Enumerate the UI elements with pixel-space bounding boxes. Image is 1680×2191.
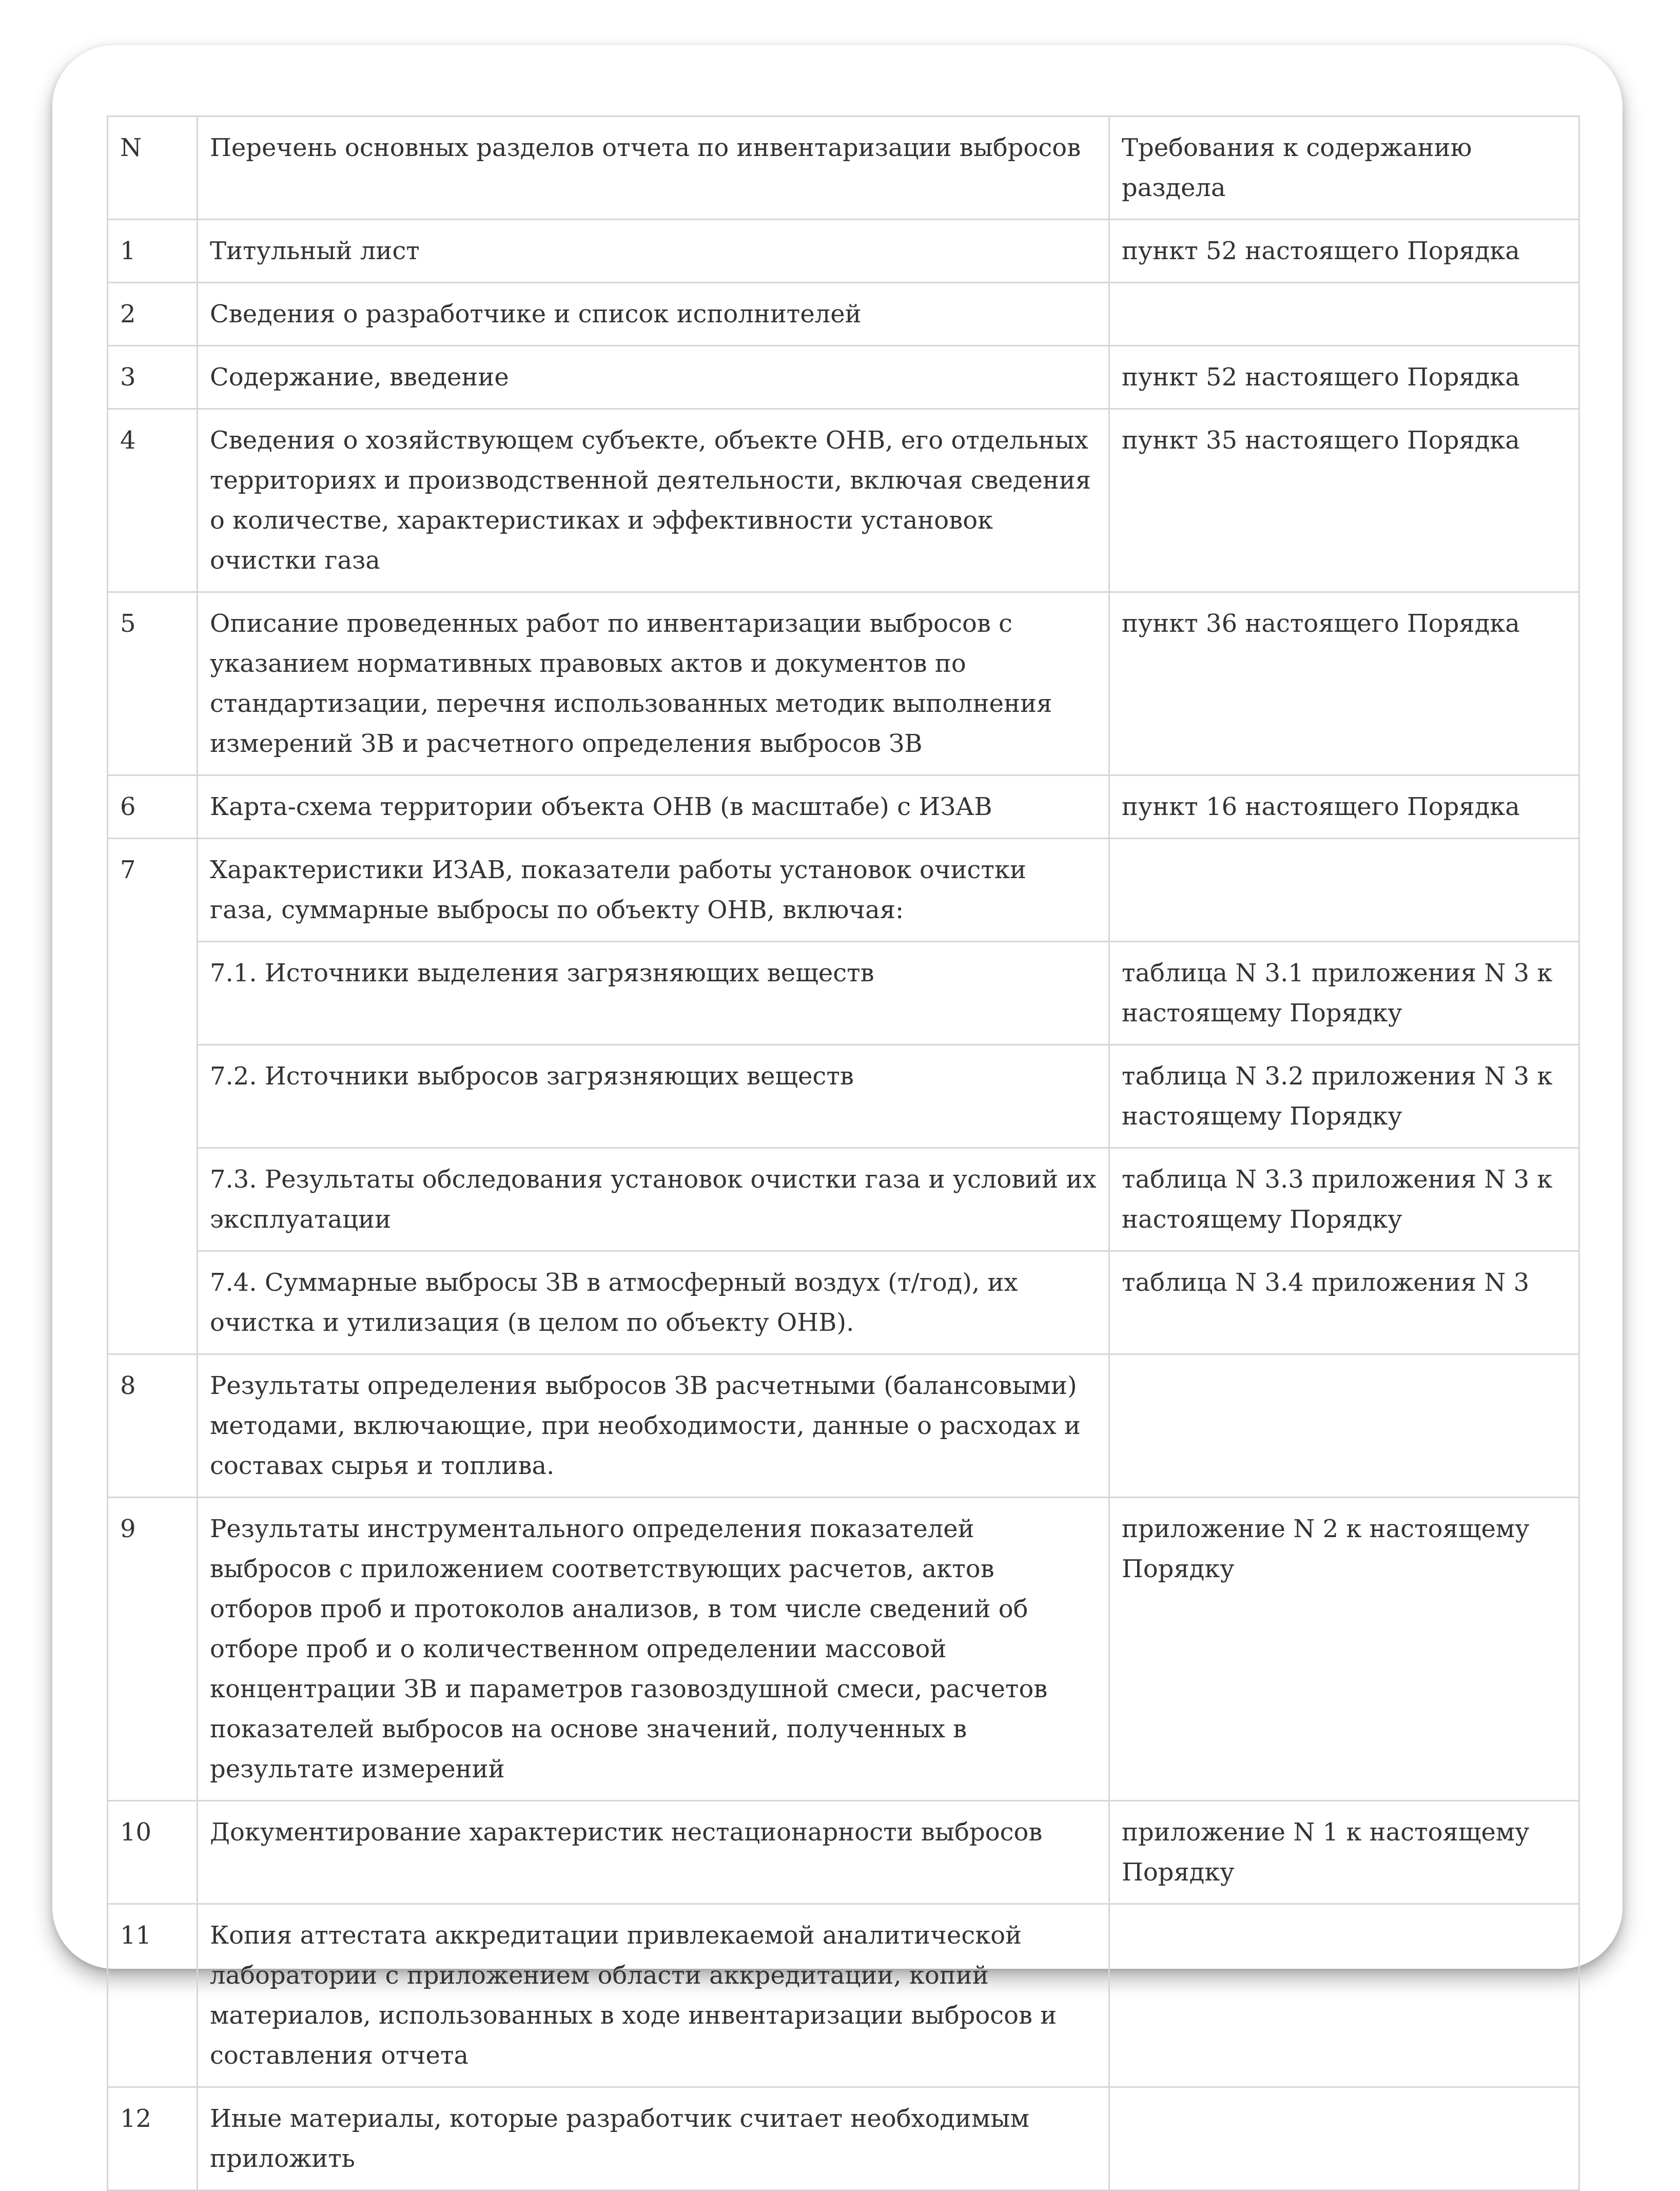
table-row: [108, 1498, 1579, 1801]
table-subrow: [108, 942, 1579, 1045]
header-requirements: Требования к содержанию раздела: [1109, 117, 1579, 220]
table-subrow: [108, 1251, 1579, 1354]
subrow-section: 7.4. Суммарные выбросы ЗВ в атмосферный воздух (т/год), их очистка и утилизация (в целом по объекту ОНВ).: [198, 1251, 1109, 1354]
row-number: 11: [108, 1904, 198, 2087]
row-number: 3: [108, 346, 198, 409]
table-row: [108, 1801, 1579, 1904]
table-row: [108, 220, 1579, 283]
row-requirement: приложение N 1 к настоящему Порядку: [1109, 1801, 1579, 1904]
table-subrow: [108, 1148, 1579, 1251]
subrow-requirement: таблица N 3.2 приложения N 3 к настоящему Порядку: [1109, 1045, 1579, 1148]
subrow-section: 7.1. Источники выделения загрязняющих веществ: [198, 942, 1109, 1045]
table-row: [108, 592, 1579, 775]
table-header-row: [108, 117, 1579, 220]
row-number: 12: [108, 2087, 198, 2190]
header-number: N: [108, 117, 198, 220]
table-row: [108, 283, 1579, 346]
row-requirement: [1109, 839, 1579, 942]
table-row: [108, 1354, 1579, 1498]
inventory-report-sections-table: [107, 115, 1580, 2191]
row-section: Документирование характеристик нестационарности выбросов: [198, 1801, 1109, 1904]
row-section: Сведения о хозяйствующем субъекте, объекте ОНВ, его отдельных территориях и производственной деятельности, включая сведения о количестве, характеристиках и эффективности установок очистки газа: [198, 409, 1109, 592]
row-requirement: пункт 36 настоящего Порядка: [1109, 592, 1579, 775]
row-section: Содержание, введение: [198, 346, 1109, 409]
header-sections: Перечень основных разделов отчета по инвентаризации выбросов: [198, 117, 1109, 220]
table-row: [108, 1904, 1579, 2087]
row-number: 6: [108, 775, 198, 839]
row-number: 7: [108, 839, 198, 1354]
row-number: 4: [108, 409, 198, 592]
row-number: 2: [108, 283, 198, 346]
row-requirement: [1109, 1354, 1579, 1498]
table-row: [108, 839, 1579, 942]
row-section: Копия аттестата аккредитации привлекаемой аналитической лаборатории с приложением области аккредитации, копий материалов, использованных в ходе инвентаризации выбросов и составления отчета: [198, 1904, 1109, 2087]
row-section: Карта-схема территории объекта ОНВ (в масштабе) с ИЗАВ: [198, 775, 1109, 839]
subrow-section: 7.3. Результаты обследования установок очистки газа и условий их эксплуатации: [198, 1148, 1109, 1251]
row-section: Результаты определения выбросов ЗВ расчетными (балансовыми) методами, включающие, при необходимости, данные о расходах и составах сырья и топлива.: [198, 1354, 1109, 1498]
table-subrow: [108, 1045, 1579, 1148]
row-requirement: [1109, 1904, 1579, 2087]
subrow-requirement: таблица N 3.4 приложения N 3: [1109, 1251, 1579, 1354]
table-row: [108, 409, 1579, 592]
table-row: [108, 346, 1579, 409]
row-number: 9: [108, 1498, 198, 1801]
row-requirement: [1109, 283, 1579, 346]
row-number: 5: [108, 592, 198, 775]
row-section: Титульный лист: [198, 220, 1109, 283]
subrow-section: 7.2. Источники выбросов загрязняющих веществ: [198, 1045, 1109, 1148]
row-number: 1: [108, 220, 198, 283]
row-section: Результаты инструментального определения показателей выбросов с приложением соответствующих расчетов, актов отборов проб и протоколов анализов, в том числе сведений об отборе проб и о количественном определении массовой концентрации ЗВ и параметров газовоздушной смеси, расчетов показателей выбросов на основе значений, полученных в результате измерений: [198, 1498, 1109, 1801]
table-row: [108, 2087, 1579, 2190]
table-row: [108, 775, 1579, 839]
row-requirement: приложение N 2 к настоящему Порядку: [1109, 1498, 1579, 1801]
row-requirement: [1109, 2087, 1579, 2190]
row-requirement: пункт 35 настоящего Порядка: [1109, 409, 1579, 592]
row-section: Иные материалы, которые разработчик считает необходимым приложить: [198, 2087, 1109, 2190]
row-section: Описание проведенных работ по инвентаризации выбросов с указанием нормативных правовых актов и документов по стандартизации, перечня использованных методик выполнения измерений ЗВ и расчетного определения выбросов ЗВ: [198, 592, 1109, 775]
row-section: Сведения о разработчике и список исполнителей: [198, 283, 1109, 346]
row-number: 10: [108, 1801, 198, 1904]
row-number: 8: [108, 1354, 198, 1498]
row-requirement: пункт 16 настоящего Порядка: [1109, 775, 1579, 839]
subrow-requirement: таблица N 3.1 приложения N 3 к настоящему Порядку: [1109, 942, 1579, 1045]
row-requirement: пункт 52 настоящего Порядка: [1109, 346, 1579, 409]
subrow-requirement: таблица N 3.3 приложения N 3 к настоящему Порядку: [1109, 1148, 1579, 1251]
row-section: Характеристики ИЗАВ, показатели работы установок очистки газа, суммарные выбросы по объекту ОНВ, включая:: [198, 839, 1109, 942]
row-requirement: пункт 52 настоящего Порядка: [1109, 220, 1579, 283]
